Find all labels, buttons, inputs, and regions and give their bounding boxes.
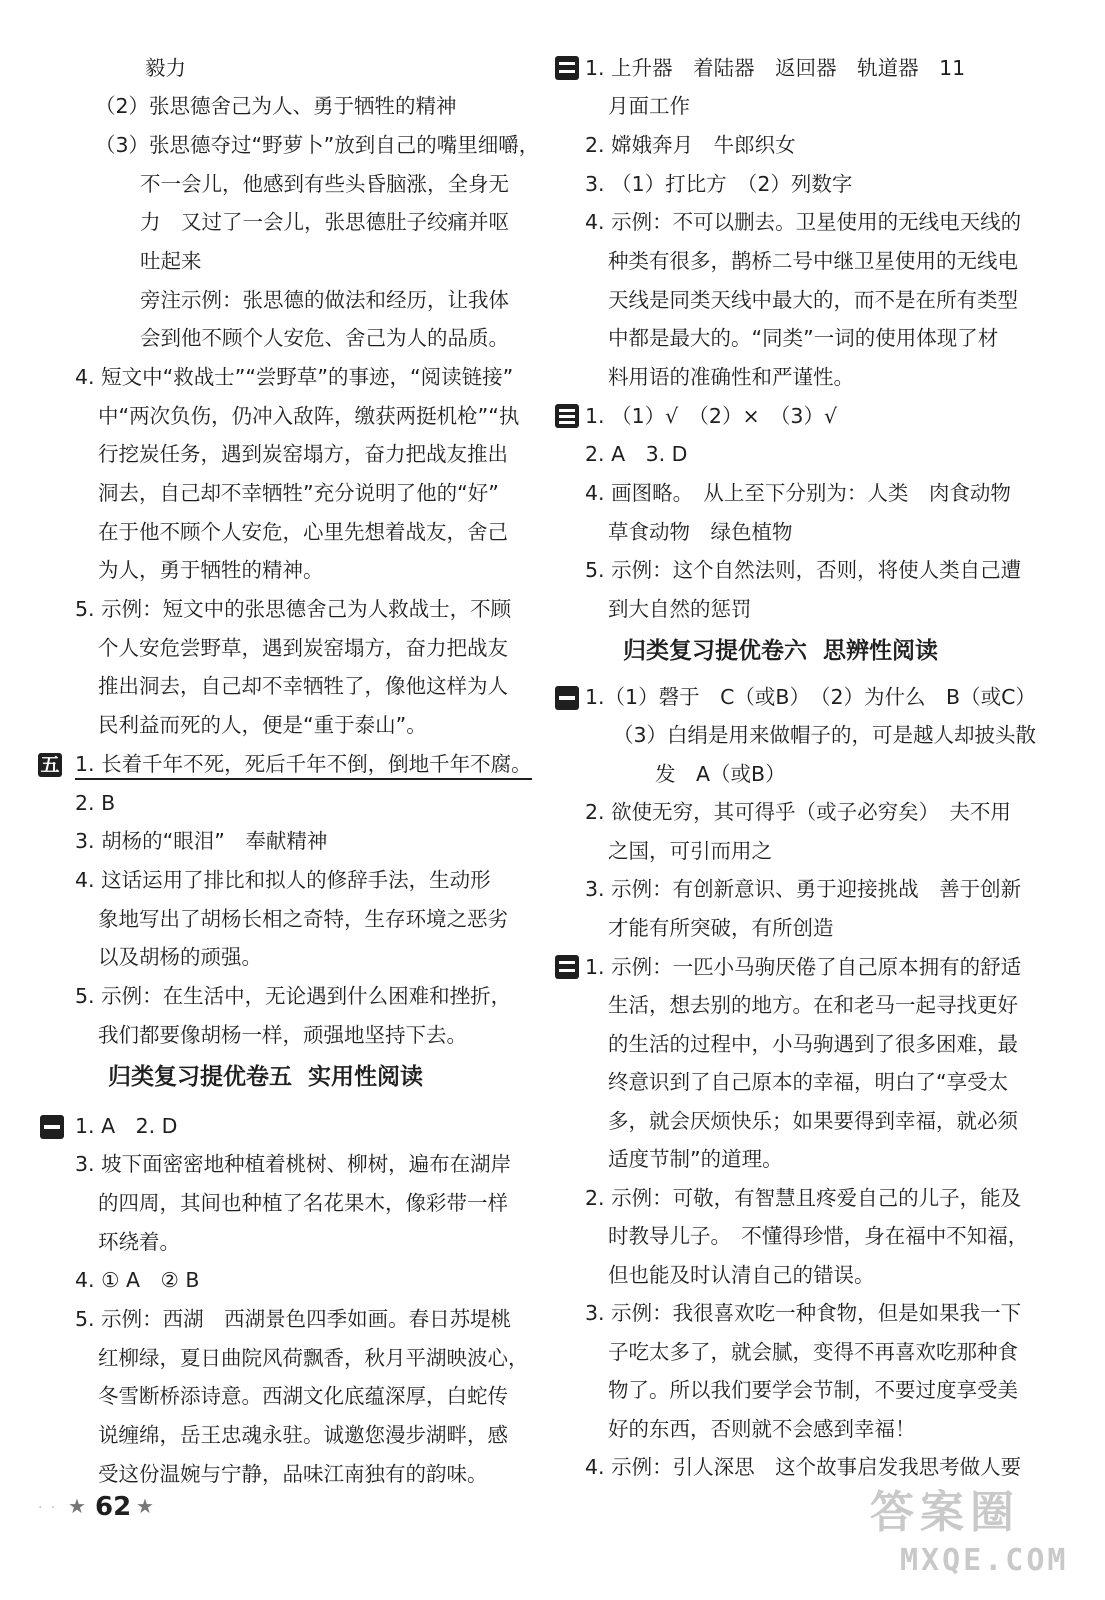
answer-line: 种类有很多，鹊桥二号中继卫星使用的无线电 [608,249,1018,273]
answer-line: 多，就会厌烦快乐；如果要得到幸福，就必须 [608,1109,1018,1133]
answer-line: 4. 这话运用了排比和拟人的修辞手法，生动形 [75,868,491,892]
page-number: 62 [95,1492,132,1522]
answer-line: 终意识到了自己原本的幸福，明白了“享受太 [608,1070,1009,1094]
answer-line: 力 又过了一会儿，张思德肚子绞痛并呕 [140,210,509,234]
answer-line: 1. 长着千年不死，死后千年不倒，倒地千年不腐。 [75,750,532,780]
section-heading: 归类复习提优卷六 思辨性阅读 [623,638,939,664]
answer-line: 生活，想去别的地方。在和老马一起寻找更好 [608,993,1018,1017]
answer-line: 适度节制”的道理。 [608,1147,783,1171]
answer-line: 民利益而死的人，便是“重于泰山”。 [98,713,427,737]
answer-line: 料用语的准确性和严谨性。 [608,365,854,389]
answer-line: 红柳绿，夏日曲院风荷飘香，秋月平湖映波心， [98,1346,529,1370]
answer-line: （3）白绢是用来做帽子的，可是越人却披头散 [613,723,1037,747]
answer-line: 时教导儿子。 不懂得珍惜，身在福中不知福， [608,1224,1029,1248]
section-two-badge [555,56,579,80]
answer-line: 之国，可引而用之 [608,839,772,863]
answer-line: 的四周，其间也种植了名花果木，像彩带一样 [98,1191,508,1215]
answer-line: 洞去，自己却不幸牺牲”充分说明了他的“好” [98,481,499,505]
answer-line: 1. （1）√ （2）× （3）√ [585,404,838,428]
section-one-badge [40,1115,64,1139]
answer-line: 2. A 3. D [585,442,688,466]
answer-line: 我们都要像胡杨一样，顽强地坚持下去。 [98,1023,467,1047]
answer-line: 环绕着。 [98,1230,180,1254]
section-two-badge [555,955,579,979]
answer-line: 旁注示例：张思德的做法和经历，让我体 [140,288,509,312]
answer-line: （2）张思德舍己为人、勇于牺牲的精神 [95,94,457,118]
answer-line: 象地写出了胡杨长相之奇特，生存环境之恶劣 [98,907,508,931]
answer-line: （3）张思德夺过“野萝卜”放到自己的嘴里细嚼， [95,133,540,157]
answer-line: 5. 示例：短文中的张思德舍己为人救战士，不顾 [75,597,512,621]
answer-line: 3. 示例：我很喜欢吃一种食物，但是如果我一下 [585,1301,1022,1325]
answer-line: 4. 示例：不可以删去。卫星使用的无线电天线的 [585,210,1022,234]
answer-line: 冬雪断桥添诗意。西湖文化底蕴深厚，白蛇传 [98,1384,508,1408]
answer-line: 发 A（或B） [655,762,786,786]
decorative-dots: · · [38,1500,58,1516]
answer-line: 毅力 [145,56,186,80]
answer-line: 好的东西，否则就不会感到幸福！ [608,1417,916,1441]
answer-line: 月面工作 [608,94,690,118]
watermark-logo: 答案圈 [870,1487,1020,1538]
answer-line: 5. 示例：在生活中，无论遇到什么困难和挫折， [75,984,512,1008]
answer-line: 中都是最大的。“同类”一词的使用体现了材 [608,326,999,350]
answer-line: 个人安危尝野草，遇到炭窑塌方，奋力把战友 [98,636,508,660]
answer-line: 行挖炭任务，遇到炭窑塌方，奋力把战友推出 [98,442,508,466]
answer-line: 4. ① A ② B [75,1268,200,1292]
answer-line: 2. 嫦娥奔月 牛郎织女 [585,133,796,157]
answer-line: 3. （1）打比方 （2）列数字 [585,172,853,196]
answer-line: 3. 胡杨的“眼泪” 奉献精神 [75,829,328,853]
answer-line: 4. 短文中“救战士”“尝野草”的事迹，“阅读链接” [75,365,514,389]
section-heading: 归类复习提优卷五 实用性阅读 [108,1064,424,1090]
answer-line: 受这份温婉与宁静，品味江南独有的韵味。 [98,1462,488,1486]
answer-line: 才能有所突破，有所创造 [608,916,834,940]
answer-line: 2. 示例：可敬，有智慧且疼爱自己的儿子，能及 [585,1186,1022,1210]
star-icon: ★ [136,1494,154,1518]
answer-line: 中“两次负伤，仍冲入敌阵，缴获两挺机枪”“执 [98,404,520,428]
answer-line: 为人，勇于牺牲的精神。 [98,558,324,582]
answer-line: 4. 示例：引人深思 这个故事启发我思考做人要 [585,1455,1022,1479]
answer-line: 1. 示例：一匹小马驹厌倦了自己原本拥有的舒适 [585,955,1022,979]
answer-line: 不一会儿，他感到有些头昏脑涨，全身无 [140,172,509,196]
answer-line: 但也能及时认清自己的错误。 [608,1263,875,1287]
answer-line: 的生活的过程中，小马驹遇到了很多困难，最 [608,1032,1018,1056]
answer-line: 子吃太多了，就会腻，变得不再喜欢吃那种食 [608,1340,1018,1364]
answer-line: 5. 示例：这个自然法则，否则，将使人类自己遭 [585,558,1022,582]
answer-line: 2. B [75,791,116,815]
answer-line: 到大自然的惩罚 [608,597,752,621]
answer-line: 在于他不顾个人安危，心里先想着战友，舍己 [98,520,508,544]
answer-line: 1.（1）磬于 C（或B） （2）为什么 B（或C） [585,685,1036,709]
answer-line: 4. 画图略。 从上至下分别为：人类 肉食动物 [585,481,1011,505]
answer-line: 推出洞去，自己却不幸牺牲了，像他这样为人 [98,674,508,698]
section-five-badge [38,753,62,777]
star-icon: ★ [68,1494,86,1518]
answer-line: 5. 示例：西湖 西湖景色四季如画。春日苏堤桃 [75,1307,512,1331]
section-one-badge [555,686,579,710]
answer-line: 2. 欲使无穷，其可得乎（或子必穷矣） 夫不用 [585,800,1011,824]
section-three-badge [555,404,579,428]
answer-line: 1. 上升器 着陆器 返回器 轨道器 11 [585,56,966,80]
watermark-url: MXQE.COM [900,1543,1069,1578]
answer-line: 吐起来 [140,249,202,273]
answer-line: 以及胡杨的顽强。 [98,945,262,969]
answer-line: 天线是同类天线中最大的，而不是在所有类型 [608,288,1018,312]
answer-line: 草食动物 绿色植物 [608,520,793,544]
answer-line: 说缠绵，岳王忠魂永驻。诚邀您漫步湖畔，感 [98,1423,508,1447]
answer-line: 会到他不顾个人安危、舍己为人的品质。 [140,326,509,350]
answer-line: 物了。所以我们要学会节制，不要过度享受美 [608,1378,1018,1402]
answer-line: 3. 坡下面密密地种植着桃树、柳树，遍布在湖岸 [75,1152,512,1176]
answer-line: 3. 示例：有创新意识、勇于迎接挑战 善于创新 [585,877,1022,901]
answer-line: 1. A 2. D [75,1114,178,1138]
site-watermark [870,1488,1095,1588]
